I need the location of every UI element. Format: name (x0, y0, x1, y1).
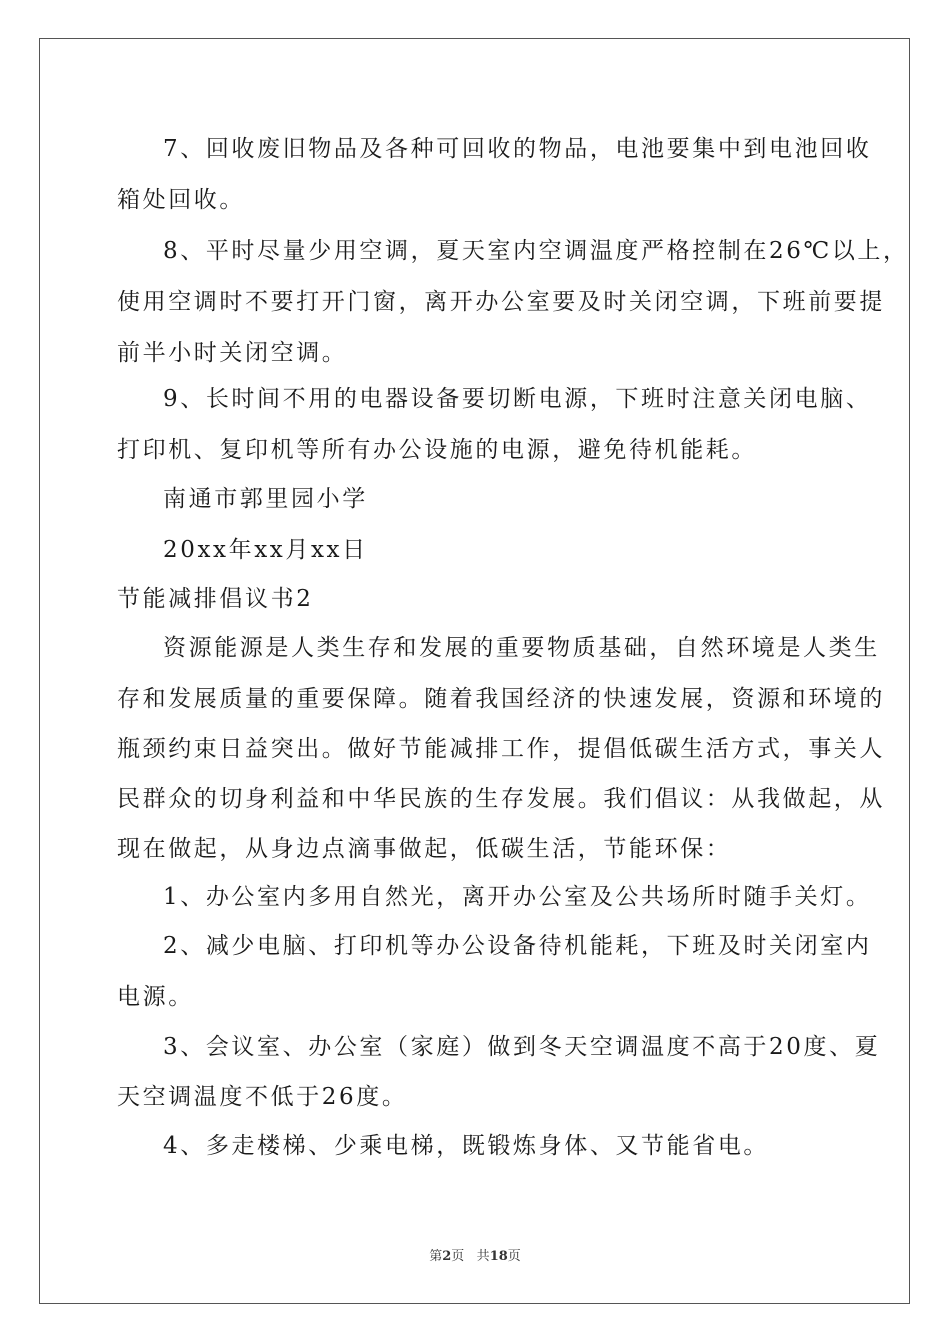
paragraph-line: 8、平时尽量少用空调，夏天室内空调温度严格控制在26℃以上， (163, 238, 909, 264)
paragraph-line: 打印机、复印机等所有办公设施的电源，避免待机能耗。 (117, 437, 757, 463)
paragraph-line: 2、减少电脑、打印机等办公设备待机能耗，下班及时关闭室内 (163, 933, 872, 959)
paragraph-line: 现在做起，从身边点滴事做起，低碳生活，节能环保： (117, 836, 732, 862)
paragraph-line: 天空调温度不低于26度。 (117, 1084, 408, 1110)
paragraph-line: 9、长时间不用的电器设备要切断电源，下班时注意关闭电脑、 (163, 386, 872, 412)
page-footer (0, 1245, 950, 1264)
total-pages: 18 (489, 1249, 508, 1264)
page-number: 2 (442, 1249, 452, 1264)
paragraph-line: 3、会议室、办公室（家庭）做到冬天空调温度不高于20度、夏 (163, 1034, 881, 1060)
footer-page-unit: 页 (451, 1249, 465, 1264)
section-title: 节能减排倡议书2 (117, 586, 314, 612)
signature-org: 南通市郭里园小学 (163, 486, 368, 512)
paragraph-line: 电源。 (117, 984, 194, 1010)
paragraph-line: 使用空调时不要打开门窗，离开办公室要及时关闭空调，下班前要提 (117, 289, 885, 315)
paragraph-line: 7、回收废旧物品及各种可回收的物品，电池要集中到电池回收 (163, 136, 872, 162)
paragraph-line: 1、办公室内多用自然光，离开办公室及公共场所时随手关灯。 (163, 884, 872, 910)
paragraph-line: 资源能源是人类生存和发展的重要物质基础，自然环境是人类生 (163, 635, 880, 661)
paragraph-line: 4、多走楼梯、少乘电梯，既锻炼身体、又节能省电。 (163, 1133, 770, 1159)
signature-date: 20xx年xx月xx日 (163, 537, 368, 563)
paragraph-line: 存和发展质量的重要保障。随着我国经济的快速发展，资源和环境的 (117, 686, 885, 712)
footer-prefix: 第 (429, 1249, 443, 1264)
paragraph-line: 前半小时关闭空调。 (117, 340, 348, 366)
paragraph-line: 民群众的切身利益和中华民族的生存发展。我们倡议：从我做起，从 (117, 786, 885, 812)
footer-total-prefix: 共 (476, 1249, 490, 1264)
paragraph-line: 瓶颈约束日益突出。做好节能减排工作，提倡低碳生活方式，事关人 (117, 736, 885, 762)
footer-total-unit: 页 (507, 1249, 521, 1264)
paragraph-line: 箱处回收。 (117, 187, 245, 213)
page-border (39, 38, 910, 1304)
